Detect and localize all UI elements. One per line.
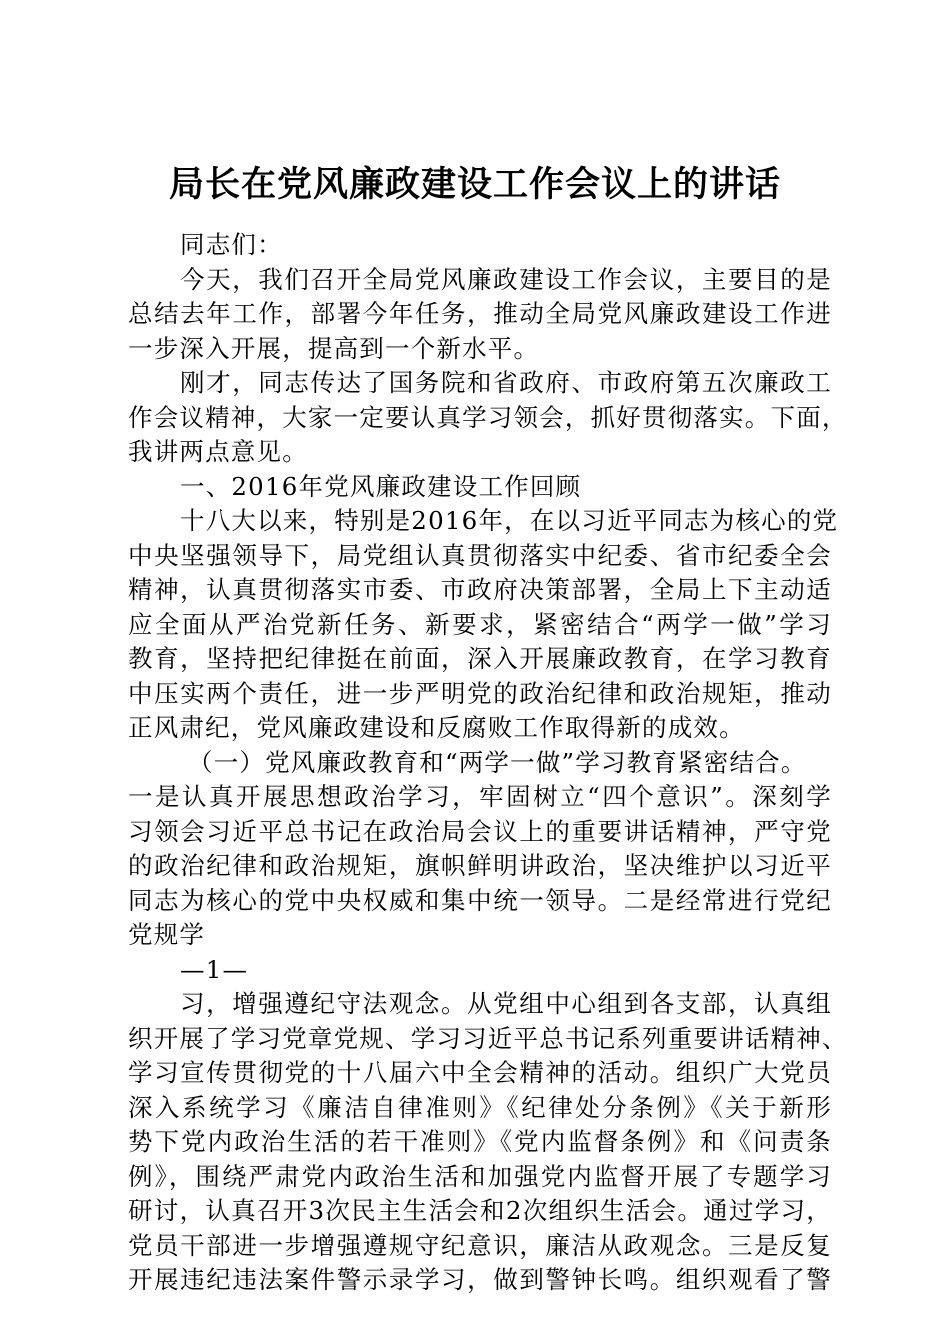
paragraph-line: 的政治纪律和政治规矩，旗帜鲜明讲政治，坚决维护以习近平 bbox=[128, 851, 832, 880]
paragraph-line: 一步深入开展，提高到一个新水平。 bbox=[128, 333, 540, 363]
paragraph-line: 我讲两点意见。 bbox=[128, 437, 308, 466]
paragraph-line: 正风肃纪，党风廉政建设和反腐败工作取得新的成效。 bbox=[128, 713, 745, 742]
paragraph-line: 例》，围绕严肃党内政治生活和加强党内监督开展了专题学习 bbox=[128, 1161, 832, 1191]
page-number: —1— bbox=[180, 954, 249, 984]
paragraph-line: 深入系统学习《廉洁自律准则》《纪律处分条例》《关于新形 bbox=[128, 1092, 832, 1122]
paragraph-line: 中压实两个责任，进一步严明党的政治纪律和政治规矩，推动 bbox=[128, 678, 832, 708]
paragraph-line: 织开展了学习党章党规、学习习近平总书记系列重要讲话精神、 bbox=[128, 1023, 848, 1053]
section-heading: 一、2016年党风廉政建设工作回顾 bbox=[180, 471, 582, 501]
paragraph-line: 作会议精神，大家一定要认真学习领会，抓好贯彻落实。下面， bbox=[128, 402, 848, 432]
paragraph-line: 精神，认真贯彻落实市委、市政府决策部署，全局上下主动适 bbox=[128, 575, 832, 604]
paragraph-line: 应全面从严治党新任务、新要求，紧密结合“两学一做”学习 bbox=[128, 609, 832, 639]
paragraph-line: 开展违纪违法案件警示录学习，做到警钟长鸣。组织观看了警 bbox=[128, 1265, 832, 1294]
paragraph-line: 研讨，认真召开3次民主生活会和2次组织生活会。通过学习， bbox=[128, 1196, 832, 1225]
subsection-heading: （一）党风廉政教育和“两学一做”学习教育紧密结合。 bbox=[188, 747, 807, 777]
salutation-line: 同志们： bbox=[180, 230, 283, 259]
paragraph-line: 势下党内政治生活的若干准则》《党内监督条例》和《问责条 bbox=[128, 1127, 832, 1156]
paragraph-line: 一是认真开展思想政治学习，牢固树立“四个意识”。深刻学 bbox=[128, 782, 832, 811]
paragraph-line: 习领会习近平总书记在政治局会议上的重要讲话精神，严守党 bbox=[128, 816, 832, 846]
document-title: 局长在党风廉政建设工作会议上的讲话 bbox=[168, 164, 781, 205]
paragraph-line: 党规学 bbox=[128, 920, 206, 949]
paragraph-line: 总结去年工作，部署今年任务，推动全局党风廉政建设工作进 bbox=[128, 299, 832, 328]
paragraph-line: 党员干部进一步增强遵规守纪意识，廉洁从政观念。三是反复 bbox=[128, 1230, 832, 1260]
paragraph-line: 学习宣传贯彻党的十八届六中全会精神的活动。组织广大党员 bbox=[128, 1058, 832, 1087]
paragraph-line: 今天，我们召开全局党风廉政建设工作会议，主要目的是 bbox=[180, 264, 832, 294]
paragraph-line: 同志为核心的党中央权威和集中统一领导。二是经常进行党纪 bbox=[128, 885, 832, 915]
paragraph-line: 教育，坚持把纪律挺在前面，深入开展廉政教育，在学习教育 bbox=[128, 644, 832, 673]
document-body bbox=[128, 228, 848, 1298]
paragraph-line: 十八大以来，特别是2016年，在以习近平同志为核心的党 bbox=[180, 506, 839, 535]
paragraph-line: 中央坚强领导下，局党组认真贯彻落实中纪委、省市纪委全会 bbox=[128, 540, 832, 570]
paragraph-line: 刚才，同志传达了国务院和省政府、市政府第五次廉政工 bbox=[180, 368, 832, 397]
paragraph-line: 习，增强遵纪守法观念。从党组中心组到各支部，认真组 bbox=[180, 989, 832, 1018]
